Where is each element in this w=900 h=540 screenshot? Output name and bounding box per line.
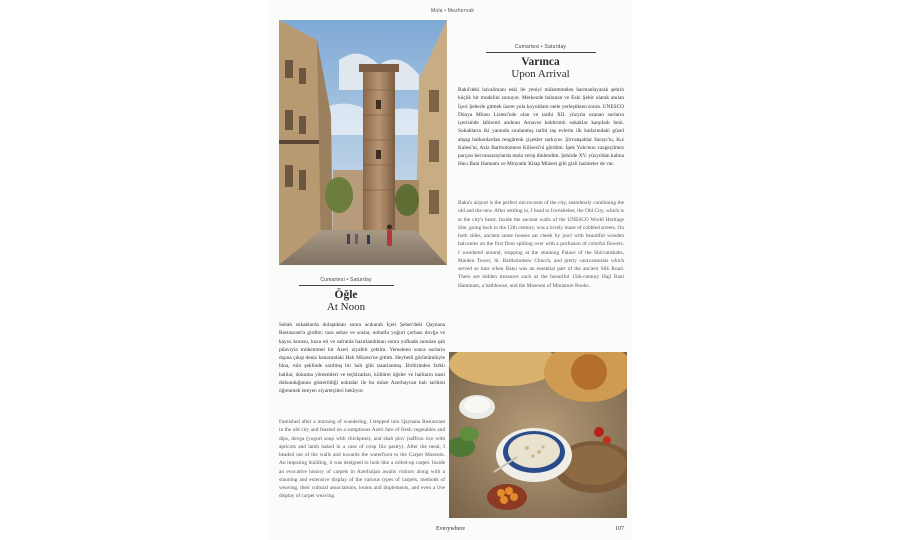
noon-body-az: Sabah sokaklarda dolaştıktan sonra acıkarak İçeri Şeher'deki Qaynana Restaurant'a girdim; taze sebze ve soslar, nohutlu yoğurt çorbası dovğa ve kayısı kurusu, kuzu eti ve safranla hazırlandıktan sonra yufkada sunulan şah pilavıyla mükemmel bir Azeri ziyafeti çektim. Yemekten sonra surların dışına çıkıp deniz kenarındaki Halı Müzesi'ne gittim. Heybetli görünümlüyle bina, rulo şeklinde sarılmış bir halı gibi tasarlanmış. Birbirinden farklı halılar, dokuma yöntemleri ve teçhizatları, kültürel öğeler ve haliların nasıl dokunduğunun gösterildiği noktalar ile bu müze Azerbaycan halı tarihini öğrenmek isteyen ziyaretçileri bekliyor. [279,322,445,394]
arrival-heading [458,44,623,81]
noon-rule [299,285,394,286]
page-number: 107 [615,526,624,532]
arrival-rule [486,52,596,53]
noon-title-en: At Noon [326,301,366,313]
noon-title-az: Öğle [334,289,358,301]
arrival-title-en: Upon Arrival [511,68,570,80]
arrival-kicker: Cumartesi • Saturday [514,44,567,50]
noon-kicker: Cumartesi • Saturday [320,277,372,283]
azeri-food-photo [449,352,627,518]
arrival-body-az: Bakü'deki havalimanı eski ile yeniyi mükemmelen harmanlayarak şehrin küçük bir modelini sunuyor. Merkezde bulunan ve Eski Şehir olarak anılan İçeri Şeherle gitmek üzere yola koyuldum otele yerleştikten sonra. UNESCO Dünya Mirası Listesi'nde olan ve tarihi XII. yüzyıla uzanan surların içerisinde labirenti andıran Arnavut kaldırımlı sokaklar karşıladı beni. Sokakların iki yanında sıralanmış tarihi taş evlerin ilk katlarındaki güzel ahşap balkonlardan rengârenk çiçekler sarkıyor. Şirvanşahlar Sarayı'nı, Kız Kalesi'ni, Aziz Bartholomeus Kilisesi'ni gördüm. İpek Yolu'nun vazgeçilmez parçası kervansaraylarda mola verip dinlendim. Şehirde XV. yüzyıldan kalma Hacı Bani Hamamı ve Minyatür Kitap Müzesi gibi gizli hazineler de var. [458,87,624,168]
noon-body-en: Famished after a morning of wandering, I stepped into Qaynana Restaurant in the old city and feasted on a sumptuous Azeri fare of fresh vegetables and dips, dovga (yogurt soup with chickpeas), and shah plov (saffron rice with apricots and lamb baked in a case of crisp filo pastry). After the meal, I headed out of the walls and towards the waterfront to the Carpet Museum. An imposing building, it was designed to look like a rolled-up carpet. Inside an evocative history of carpets in Azerbaijan awaits visitors along with a stunning and extensive display of the various types of carpets, methods of weaving, their cultural associations, looms and implements, and even a live display of carpet weaving. [279,419,445,500]
old-city-street-photo [279,20,447,265]
magazine-name: Everywhere [436,526,465,532]
arrival-title-az: Varınca [521,56,560,68]
noon-heading [279,277,413,314]
arrival-body-en: Baku's airport is the perfect microcosm of the city, seamlessly combining the old and the new. After settling in, I head to Icerisheher, the Old City, which is at the city's heart. Inside the ancient walls of the UNESCO World Heritage Site, going back to the 12th century, was a lovely maze of cobbled streets. On both sides, ancient stone houses sat cheek by jowl with beautiful wooden balconies on the first floor spilling over with a profusion of colorful flowers. I wandered around, stopping at the stunning Palace of the Shirvanshahs, Maiden Tower, St. Bartholomew Church, and pretty caravanserais which served as inns when Baku was an essential part of the ancient Silk Road. There are hidden treasures such as the beautiful 15th-century Haji Bani Hammam, a bathhouse, and the Museum of Miniature Books. [458,200,625,289]
running-head: Mola • Mezhervak [431,8,475,14]
